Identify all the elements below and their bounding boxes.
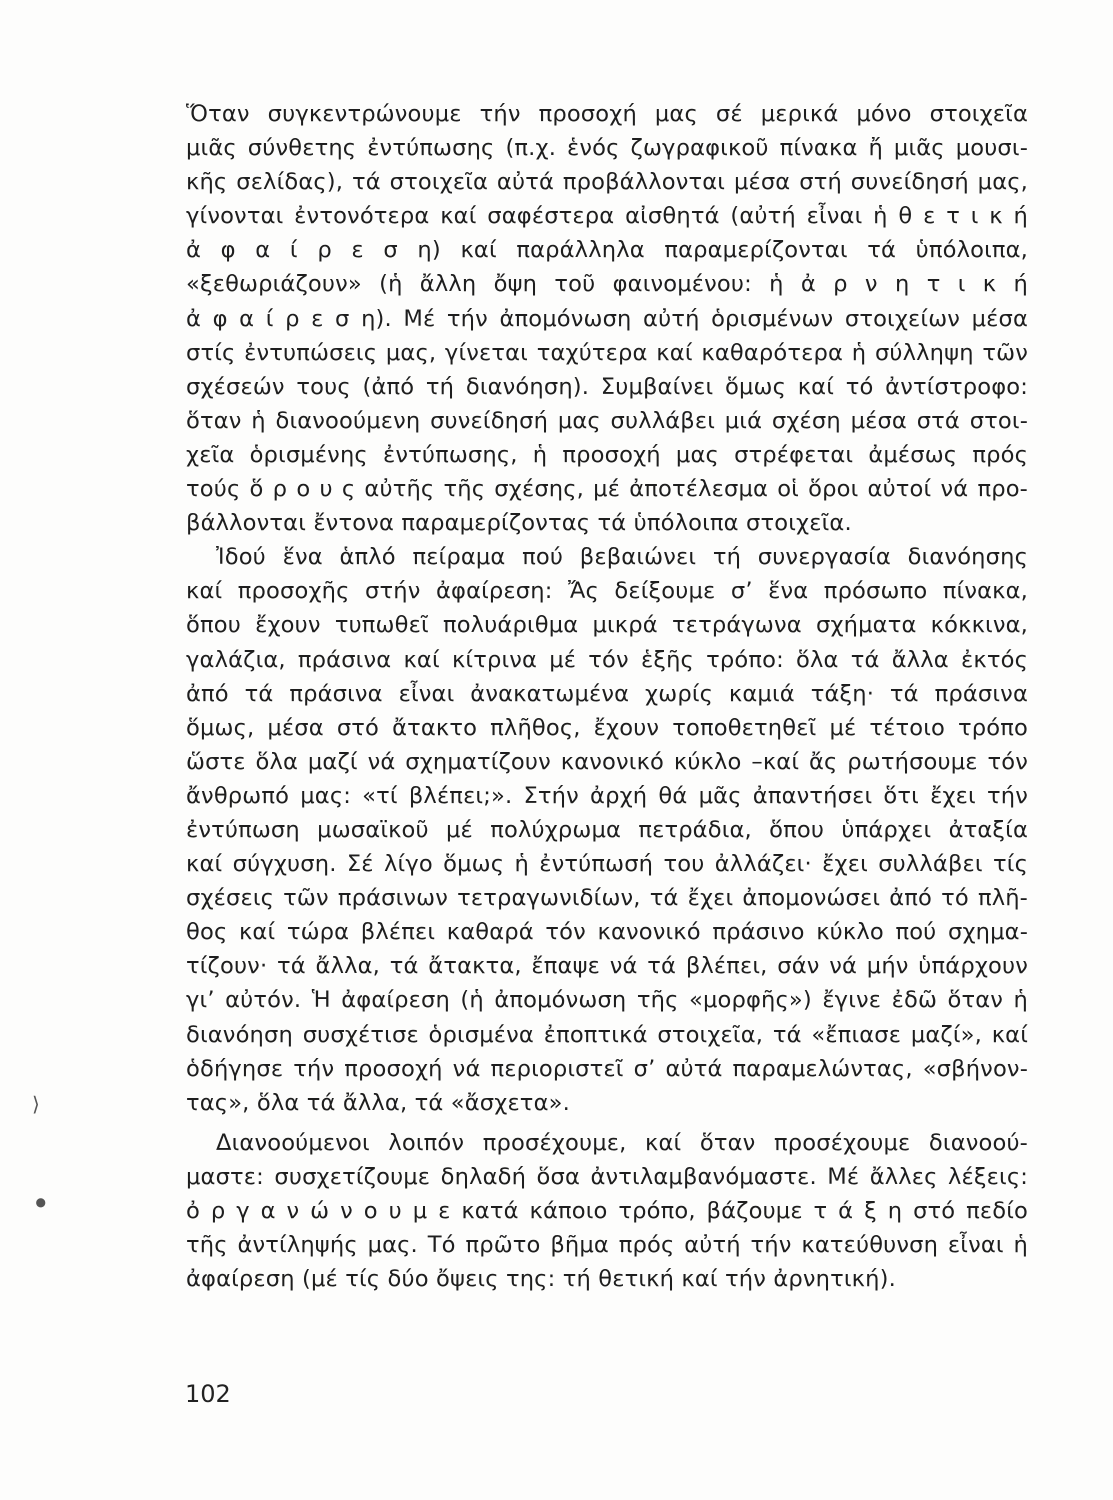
text-line: ἄνθρωπό μας: «τί βλέπει;». Στήν ἀρχή θά μᾶς ἀπαντήσει ὅτι ἔχει τήν	[186, 782, 1028, 809]
text-line: ὥστε ὅλα μαζί νά σχηματίζουν κανονικό κύκλο –καί ἄς ρωτήσουμε τόν	[186, 748, 1028, 775]
paragraph-1	[186, 97, 1028, 540]
page-number: 102	[185, 1380, 231, 1408]
text-line: σχέσεις τῶν πράσινων τετραγωνιδίων, τά ἔχει ἀπομονώσει ἀπό τό πλῆ-	[186, 885, 1028, 912]
text-line: μαστε: συσχετίζουμε δηλαδή ὅσα ἀντιλαμβανόμαστε. Μέ ἄλλες λέξεις:	[186, 1163, 1028, 1190]
text-line: ἀπό τά πράσινα εἶναι ἀνακατωμένα χωρίς καμιά τάξη· τά πράσινα	[186, 680, 1028, 707]
text-line: τῆς ἀντίληψής μας. Τό πρῶτο βῆμα πρός αὐτή τήν κατεύθυνση εἶναι ἡ	[186, 1232, 1028, 1259]
text-line: βάλλονται ἔντονα παραμερίζοντας τά ὑπόλοιπα στοιχεῖα.	[186, 510, 852, 537]
text-line: ἐντύπωση μωσαϊκοῦ μέ πολύχρωμα πετράδια, ὅπου ὑπάρχει ἀταξία	[186, 816, 1028, 843]
text-line: τας», ὅλα τά ἄλλα, τά «ἄσχετα».	[186, 1089, 570, 1116]
margin-smudge-icon: ⟩	[32, 1092, 40, 1116]
text-line: «ξεθωριάζουν» (ἡ ἄλλη ὄψη τοῦ φαινομένου: ἡ ἀ ρ ν η τ ι κ ή	[186, 271, 1028, 298]
text-line: ἀφαίρεση (μέ τίς δύο ὄψεις της: τή θετική καί τήν ἀρνητική).	[186, 1266, 896, 1293]
text-line: κῆς σελίδας), τά στοιχεῖα αὐτά προβάλλονται μέσα στή συνείδησή μας,	[186, 169, 1028, 196]
paragraph-3	[186, 1126, 1028, 1296]
text-line: ὁδήγησε τήν προσοχή νά περιοριστεῖ σ’ αὐτά παραμελώντας, «σβήνον-	[186, 1055, 1028, 1082]
text-line: ὅμως, μέσα στό ἄτακτο πλῆθος, ἔχουν τοποθετηθεῖ μέ τέτοιο τρόπο	[186, 714, 1028, 741]
margin-dot-icon: ●	[32, 1193, 49, 1211]
text-line: γίνονται ἐντονότερα καί σαφέστερα αἰσθητά (αὐτή εἶναι ἡ θ ε τ ι κ ή	[186, 203, 1028, 230]
text-line: θος καί τώρα βλέπει καθαρά τόν κανονικό πράσινο κύκλο πού σχημα-	[186, 919, 1028, 946]
text-line: ὅπου ἔχουν τυπωθεῖ πολυάριθμα μικρά τετράγωνα σχήματα κόκκινα,	[186, 612, 1028, 639]
text-line: Ἰδού ἕνα ἁπλό πείραμα πού βεβαιώνει τή συνεργασία διανόησης	[216, 544, 1028, 571]
text-line: τούς ὅ ρ ο υ ς αὐτῆς τῆς σχέσης, μέ ἀποτέλεσμα οἱ ὅροι αὐτοί νά προ-	[186, 476, 1028, 503]
text-line: διανόηση συσχέτισε ὁρισμένα ἐποπτικά στοιχεῖα, τά «ἔπιασε μαζί», καί	[186, 1021, 1028, 1048]
text-line: τίζουν· τά ἄλλα, τά ἄτακτα, ἔπαψε νά τά βλέπει, σάν νά μήν ὑπάρχουν	[186, 953, 1028, 980]
text-line: μιᾶς σύνθετης ἐντύπωσης (π.χ. ἑνός ζωγραφικοῦ πίνακα ἤ μιᾶς μουσι-	[186, 135, 1028, 162]
text-line: γι’ αὐτόν. Ἡ ἀφαίρεση (ἡ ἀπομόνωση τῆς «μορφῆς») ἔγινε ἐδῶ ὅταν ἡ	[186, 987, 1028, 1014]
text-line: στίς ἐντυπώσεις μας, γίνεται ταχύτερα καί καθαρότερα ἡ σύλληψη τῶν	[186, 339, 1028, 366]
text-line: ὅταν ἡ διανοούμενη συνείδησή μας συλλάβει μιά σχέση μέσα στά στοι-	[186, 407, 1028, 434]
text-line: Διανοούμενοι λοιπόν προσέχουμε, καί ὅταν προσέχουμε διανοού-	[216, 1129, 1028, 1156]
paragraph-2	[186, 540, 1028, 1120]
text-line: ἀ φ α ί ρ ε σ η) καί παράλληλα παραμερίζονται τά ὑπόλοιπα,	[186, 237, 1028, 264]
body-text	[186, 97, 1028, 1296]
text-line: σχέσεών τους (ἀπό τή διανόηση). Συμβαίνει ὅμως καί τό ἀντίστροφο:	[186, 373, 1028, 400]
text-line: γαλάζια, πράσινα καί κίτρινα μέ τόν ἑξῆς τρόπο: ὅλα τά ἄλλα ἐκτός	[186, 646, 1028, 673]
text-line: καί σύγχυση. Σέ λίγο ὅμως ἡ ἐντύπωσή του ἀλλάζει· ἔχει συλλάβει τίς	[186, 851, 1028, 878]
text-line: Ὅταν συγκεντρώνουμε τήν προσοχή μας σέ μερικά μόνο στοιχεῖα	[186, 101, 1028, 127]
text-line: καί προσοχῆς στήν ἀφαίρεση: Ἄς δείξουμε σ’ ἕνα πρόσωπο πίνακα,	[186, 578, 1028, 605]
text-line: χεῖα ὁρισμένης ἐντύπωσης, ἡ προσοχή μας στρέφεται ἀμέσως πρός	[186, 441, 1028, 468]
text-line: ἀ φ α ί ρ ε σ η). Μέ τήν ἀπομόνωση αὐτή ὁρισμένων στοιχείων μέσα	[186, 305, 1028, 332]
text-line: ὀ ρ γ α ν ώ ν ο υ μ ε κατά κάποιο τρόπο, βάζουμε τ ά ξ η στό πεδίο	[186, 1198, 1028, 1224]
